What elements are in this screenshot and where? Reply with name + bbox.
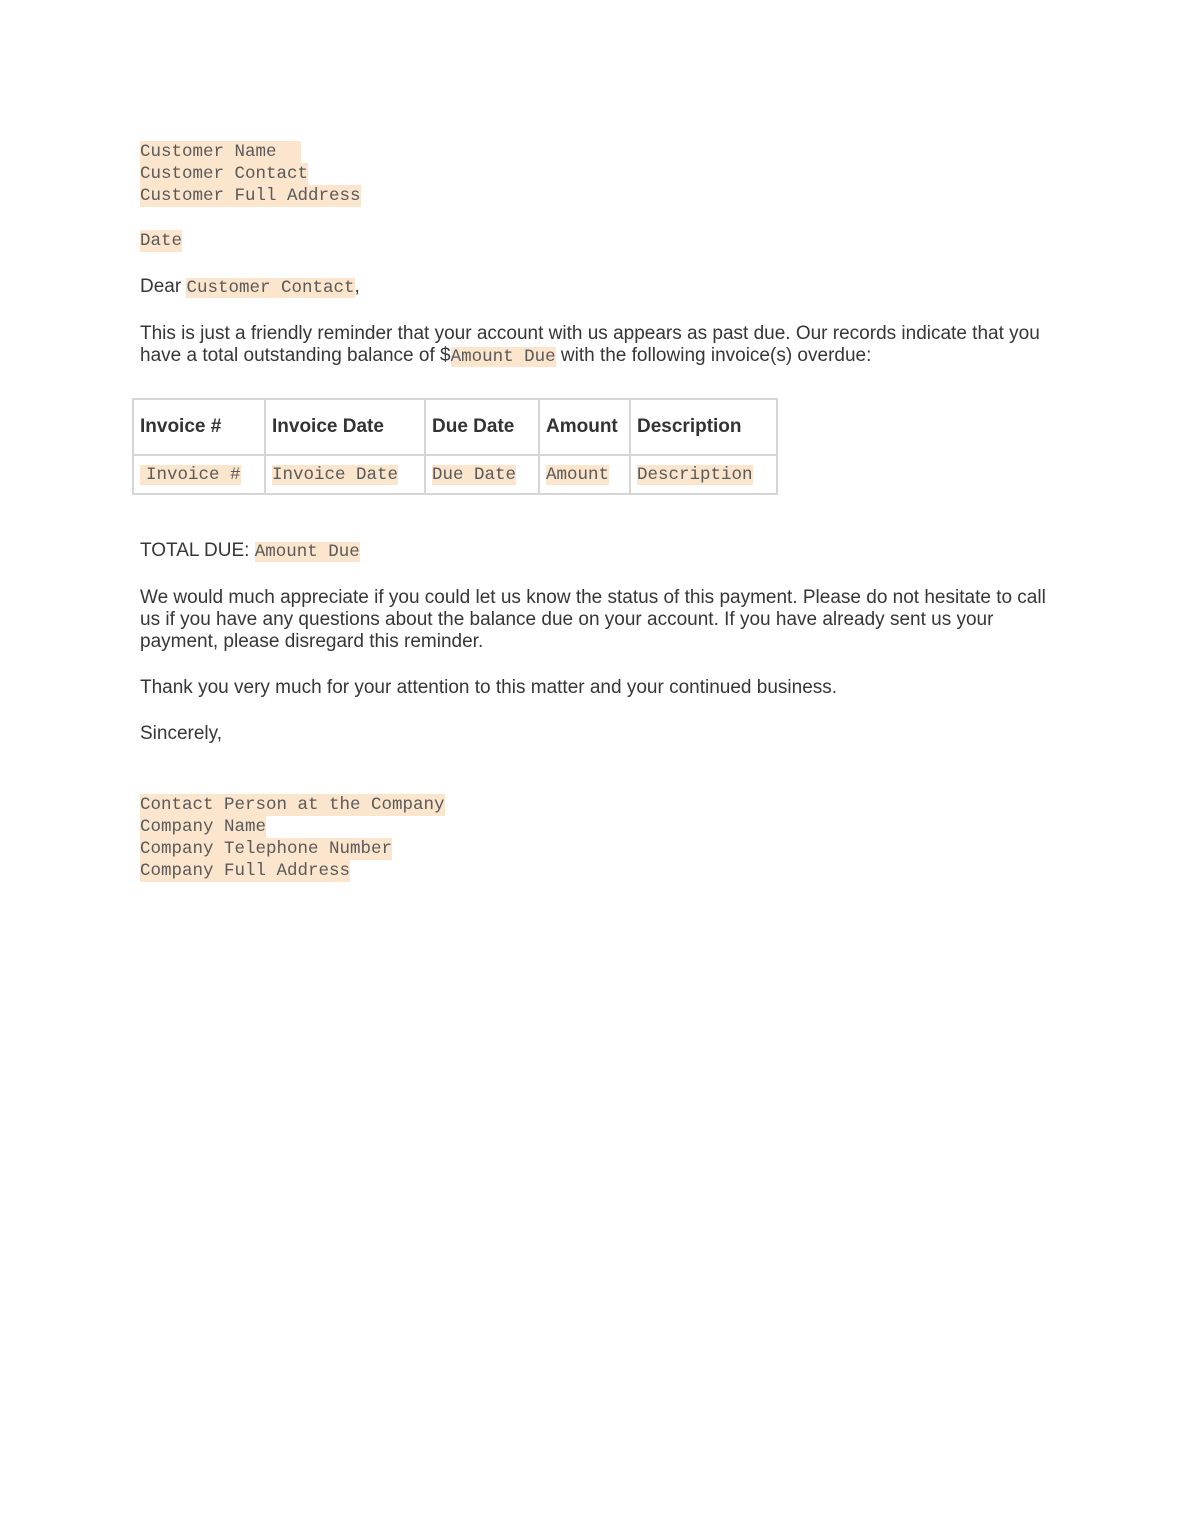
cell-invoice-date [265,455,425,494]
closing: Sincerely, [140,723,223,744]
table-row [133,455,777,494]
letter-body [140,141,1060,882]
cell-amount [539,455,630,494]
due-date-placeholder[interactable]: Due Date [432,464,517,485]
description-placeholder[interactable]: Description [637,464,753,485]
invoice-date-placeholder[interactable]: Invoice Date [272,464,399,485]
total-due-line [140,540,1060,563]
customer-address-placeholder[interactable]: Customer Full Address [140,186,361,206]
salutation-contact-placeholder[interactable]: Customer Contact [186,278,355,298]
intro-text-part2: with the following invoice(s) overdue: [555,345,872,366]
header-invoice-number: Invoice # [133,399,265,455]
thank-you-paragraph: Thank you very much for your attention to this matter and your continued business. [140,677,838,698]
intro-paragraph [140,323,1060,368]
customer-contact-placeholder[interactable]: Customer Contact [140,164,309,184]
customer-name-placeholder[interactable]: Customer Name [140,141,301,163]
company-contact-person-placeholder[interactable]: Contact Person at the Company [140,795,445,815]
salutation-prefix: Dear [140,276,182,297]
company-signature-block [140,794,1060,882]
header-description: Description [630,399,777,455]
status-paragraph: We would much appreciate if you could let us know the status of this payment. Please do not hesitate to call us if you have any questions about the balance due on your account. If you have already sent us your payment, please disregard this reminder. [140,587,1046,652]
invoice-number-placeholder[interactable]: Invoice # [140,465,241,485]
date-placeholder[interactable]: Date [140,231,183,251]
amount-placeholder[interactable]: Amount [546,464,610,485]
customer-address-block [140,141,1060,207]
total-due-label: TOTAL DUE: [140,540,255,561]
cell-invoice-number [133,455,265,494]
company-name-placeholder[interactable]: Company Name [140,817,267,837]
company-telephone-placeholder[interactable]: Company Telephone Number [140,839,393,859]
total-due-amount-placeholder[interactable]: Amount Due [254,542,360,562]
intro-amount-placeholder[interactable]: Amount Due [450,347,556,367]
company-address-placeholder[interactable]: Company Full Address [140,861,351,881]
intro-text-part1: This is just a friendly reminder that your account with us appears as past due. Our records indicate that you have a total outstanding balance of $ [140,323,1040,366]
salutation-suffix: , [354,276,360,297]
invoice-table [132,398,778,495]
cell-description [630,455,777,494]
header-due-date: Due Date [425,399,539,455]
cell-due-date [425,455,539,494]
header-invoice-date: Invoice Date [265,399,425,455]
invoice-table-header-row [133,399,777,455]
salutation [140,276,1060,299]
header-amount: Amount [539,399,630,455]
